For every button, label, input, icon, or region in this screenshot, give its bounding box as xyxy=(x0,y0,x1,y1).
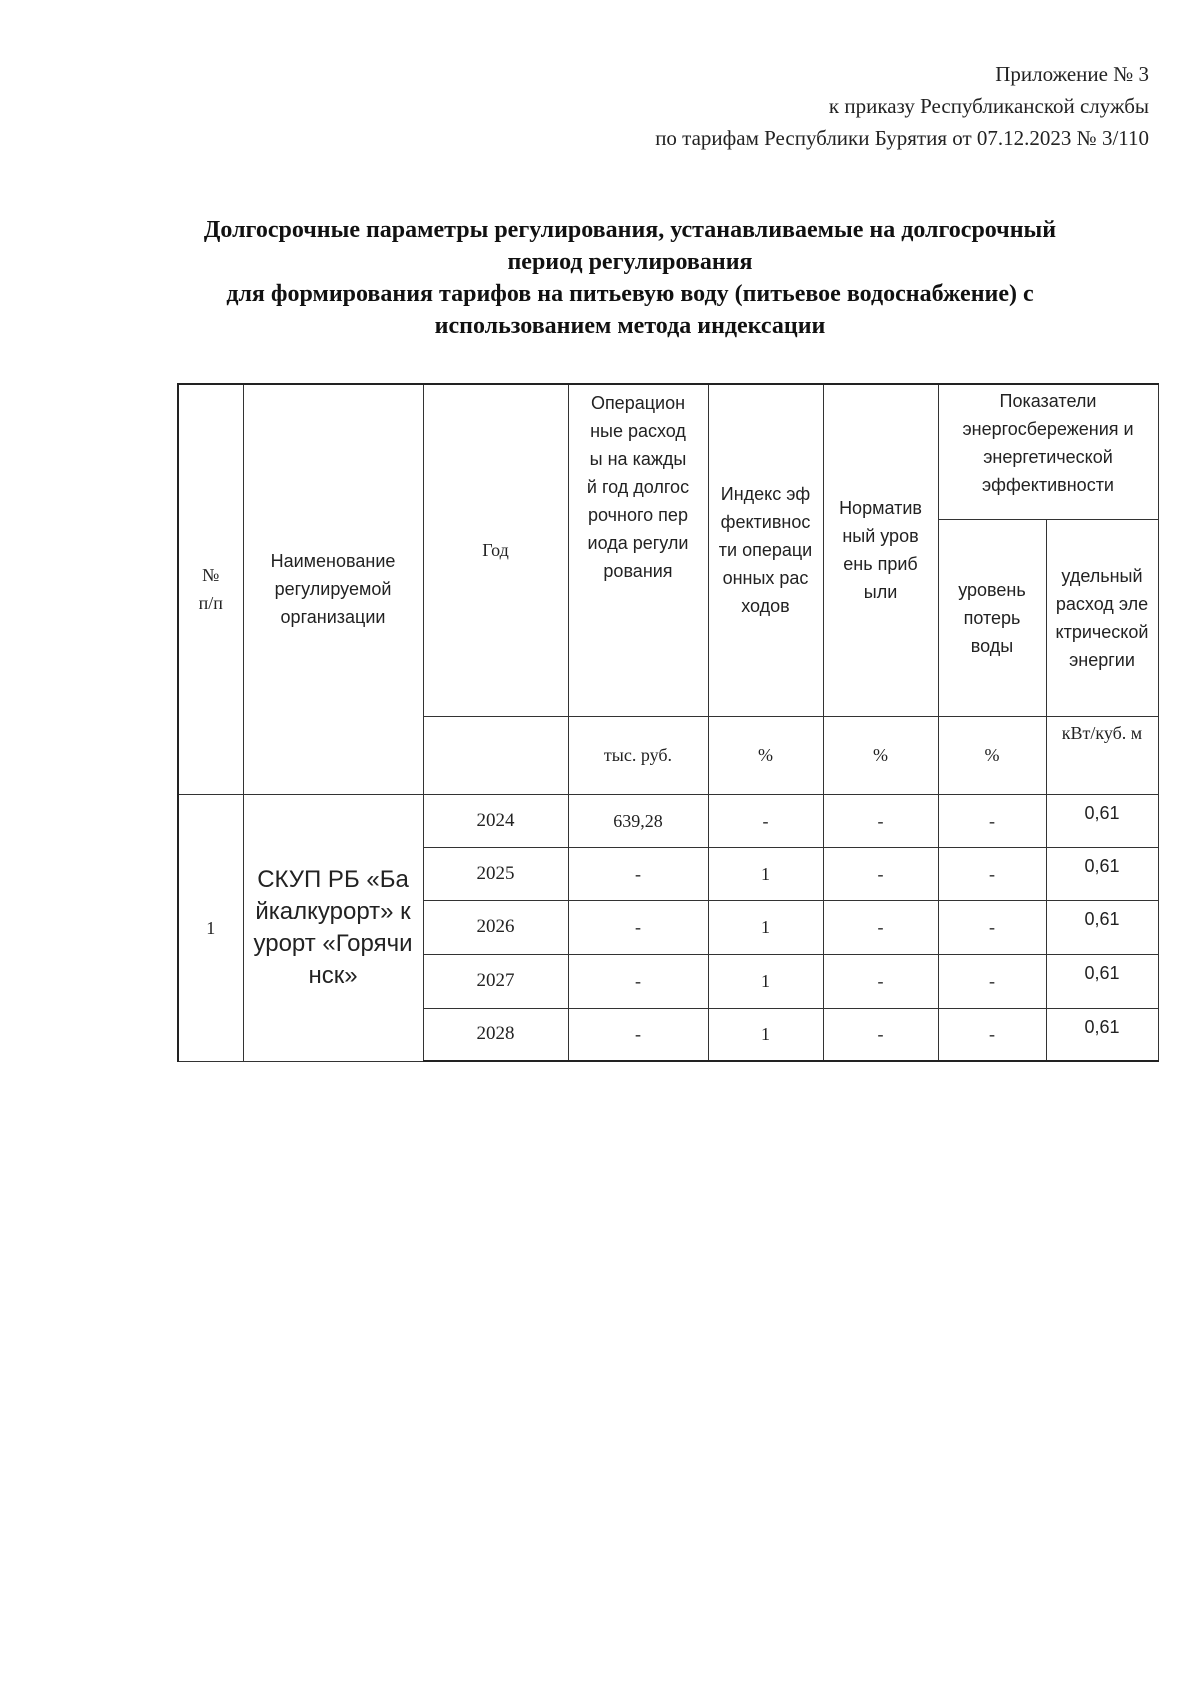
header-electricity-rate: удельный расход электрической энергии xyxy=(1046,519,1158,716)
profit-cell: - xyxy=(823,847,938,900)
electricity-cell: 0,61 xyxy=(1046,954,1158,1008)
profit-cell: - xyxy=(823,900,938,954)
appendix-line-2: к приказу Республиканской службы xyxy=(828,94,1149,118)
unit-profit: % xyxy=(823,716,938,794)
opex-cell: - xyxy=(568,954,708,1008)
title-line-3: для формирования тарифов на питьевую воду (питьевое водоснабжение) с xyxy=(226,281,1034,307)
index-cell: - xyxy=(708,794,823,847)
profit-cell: - xyxy=(823,1008,938,1061)
water-loss-cell: - xyxy=(938,900,1046,954)
profit-cell: - xyxy=(823,954,938,1008)
water-loss-cell: - xyxy=(938,954,1046,1008)
opex-cell: - xyxy=(568,900,708,954)
opex-cell: 639,28 xyxy=(568,794,708,847)
title-line-4: использованием метода индексации xyxy=(434,313,826,339)
opex-cell: - xyxy=(568,847,708,900)
year-cell: 2028 xyxy=(423,1008,568,1061)
year-cell: 2025 xyxy=(423,847,568,900)
electricity-cell: 0,61 xyxy=(1046,847,1158,900)
year-cell: 2024 xyxy=(423,794,568,847)
unit-water-loss: % xyxy=(938,716,1046,794)
document-title xyxy=(80,214,1180,342)
appendix-note xyxy=(655,58,1149,154)
header-year: Год xyxy=(423,384,568,716)
header-num: № п/п xyxy=(178,384,243,794)
row-number: 1 xyxy=(178,794,243,1061)
unit-opex: тыс. руб. xyxy=(568,716,708,794)
index-cell: 1 xyxy=(708,954,823,1008)
year-cell: 2027 xyxy=(423,954,568,1008)
unit-index: % xyxy=(708,716,823,794)
electricity-cell: 0,61 xyxy=(1046,1008,1158,1061)
unit-electricity: кВт/куб. м xyxy=(1046,716,1158,794)
title-line-2: период регулирования xyxy=(507,249,753,275)
header-efficiency-index: Индекс эффективности операционных расходов xyxy=(708,384,823,716)
parameters-table xyxy=(177,383,1159,1062)
index-cell: 1 xyxy=(708,1008,823,1061)
index-cell: 1 xyxy=(708,900,823,954)
table-row xyxy=(178,794,1158,847)
index-cell: 1 xyxy=(708,847,823,900)
header-opex: Операционные расходы на каждый год долгосрочного периода регулирования xyxy=(568,384,708,716)
year-cell: 2026 xyxy=(423,900,568,954)
electricity-cell: 0,61 xyxy=(1046,900,1158,954)
header-energy-indicators: Показатели энергосбережения и энергетической эффективности xyxy=(938,384,1158,519)
header-organization: Наименование регулируемой организации xyxy=(243,384,423,794)
opex-cell: - xyxy=(568,1008,708,1061)
water-loss-cell: - xyxy=(938,1008,1046,1061)
title-line-1: Долгосрочные параметры регулирования, устанавливаемые на долгосрочный xyxy=(203,217,1057,243)
header-water-loss: уровень потерь воды xyxy=(938,519,1046,716)
appendix-line-3: по тарифам Республики Бурятия от 07.12.2023 № 3/110 xyxy=(655,126,1149,150)
electricity-cell: 0,61 xyxy=(1046,794,1158,847)
header-profit-level: Нормативный уровень прибыли xyxy=(823,384,938,716)
profit-cell: - xyxy=(823,794,938,847)
unit-year-empty xyxy=(423,716,568,794)
appendix-line-1: Приложение № 3 xyxy=(995,62,1149,86)
water-loss-cell: - xyxy=(938,794,1046,847)
water-loss-cell: - xyxy=(938,847,1046,900)
organization-name: СКУП РБ «Байкалкурорт» курорт «Горячинск» xyxy=(243,794,423,1061)
